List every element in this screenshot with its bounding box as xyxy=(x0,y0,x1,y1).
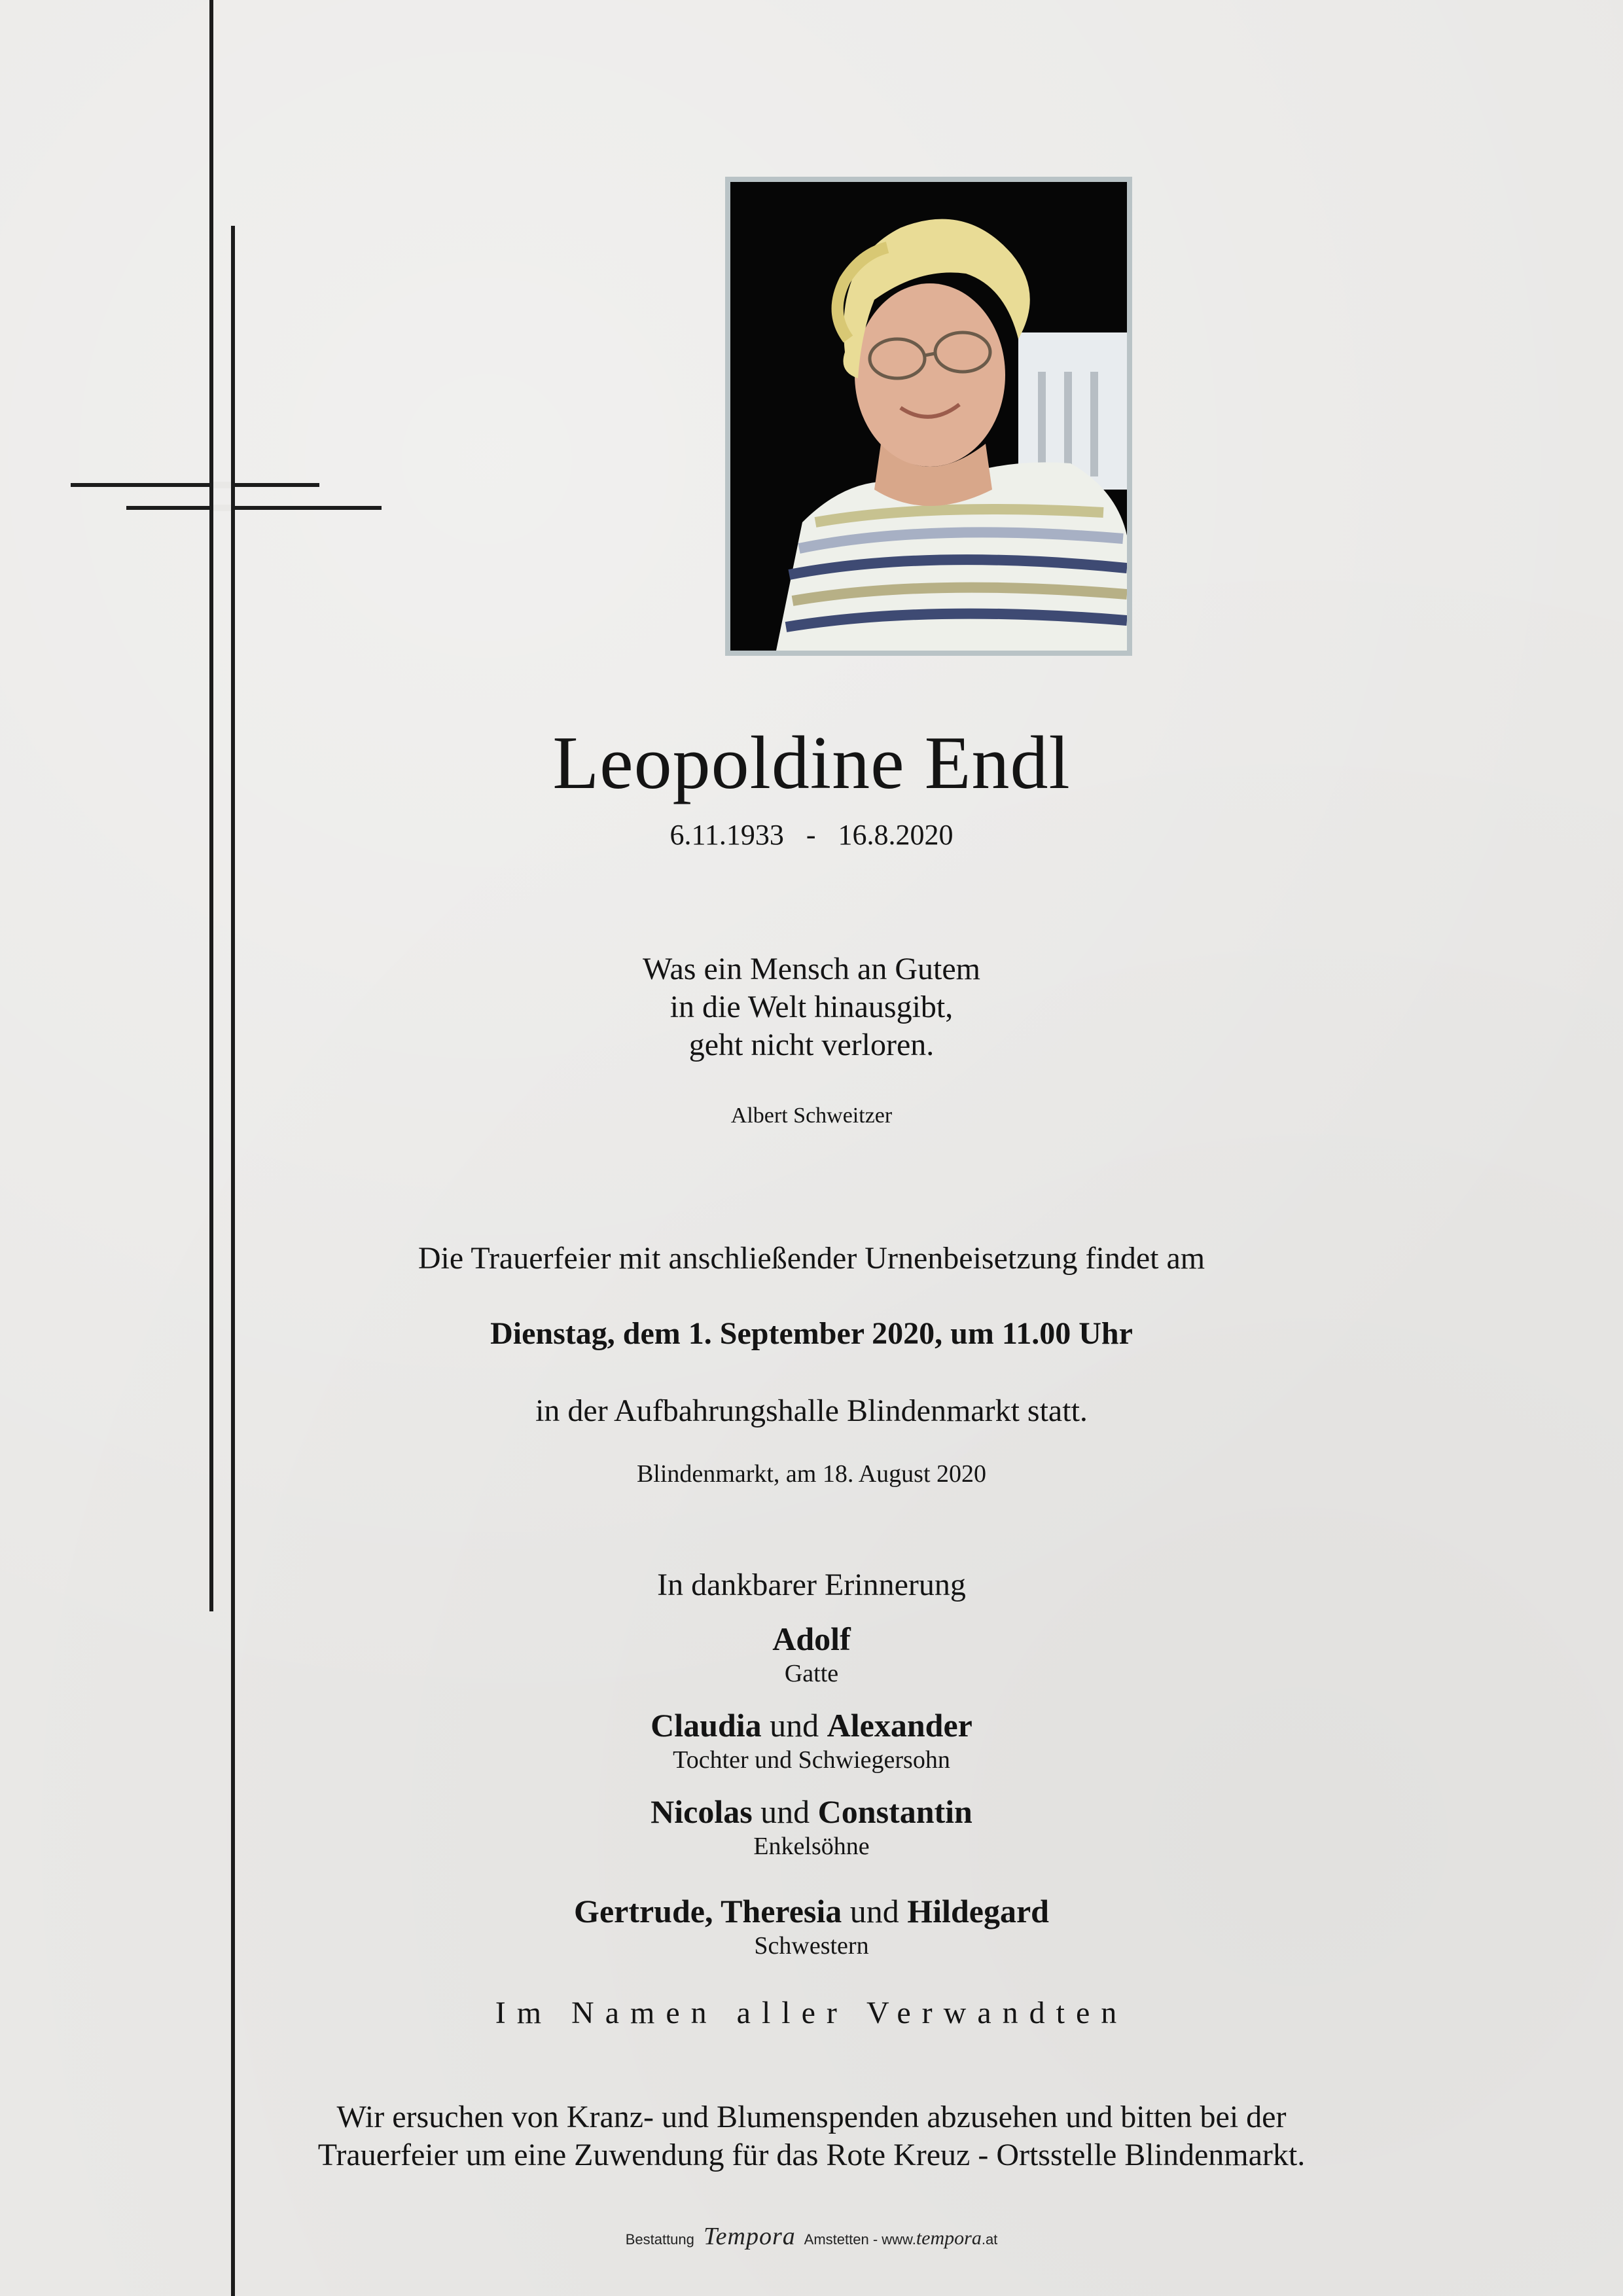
cross-gap-mask-upper xyxy=(213,482,231,488)
mourner-group xyxy=(0,1706,1623,1775)
mourner-name: Gertrude, Theresia xyxy=(574,1893,842,1929)
mourner-name: Alexander xyxy=(827,1707,972,1744)
mourner-names xyxy=(0,1792,1623,1831)
cross-gap-mask-lower xyxy=(213,505,231,511)
quote-author: Albert Schweitzer xyxy=(730,1103,893,1128)
portrait-photo xyxy=(730,182,1127,651)
portrait-frame xyxy=(725,177,1132,656)
ceremony-venue: in der Aufbahrungshalle Blindenmarkt statt. xyxy=(535,1393,1088,1428)
mourner-relation: Enkelsöhne xyxy=(753,1833,870,1860)
mourner-conjunction: und xyxy=(752,1793,818,1830)
death-date: 16.8.2020 xyxy=(838,819,954,851)
mourner-name: Adolf xyxy=(772,1621,851,1657)
footer-url-brand: tempora xyxy=(916,2227,982,2249)
deceased-name: Leopoldine Endl xyxy=(552,721,1071,805)
request-line: Wir ersuchen von Kranz- und Blumenspenden abzusehen und bitten bei der xyxy=(336,2100,1287,2134)
mourner-group xyxy=(0,1792,1623,1861)
mourners-intro: In dankbarer Erinnerung xyxy=(657,1568,966,1602)
funeral-home-footer xyxy=(0,2222,1623,2251)
mourner-name: Nicolas xyxy=(651,1793,753,1830)
quote-line: geht nicht verloren. xyxy=(688,1028,935,1062)
ceremony-date: Dienstag, dem 1. September 2020, um 11.00 Uhr xyxy=(490,1316,1133,1351)
mourner-relation: Gatte xyxy=(784,1660,839,1687)
footer-middle: Amstetten - www. xyxy=(804,2231,916,2248)
place-and-date: Blindenmarkt, am 18. August 2020 xyxy=(636,1460,987,1488)
mourner-name: Constantin xyxy=(817,1793,972,1830)
mourner-names xyxy=(0,1706,1623,1745)
birth-date: 6.11.1933 xyxy=(669,819,784,851)
quote-line: Was ein Mensch an Gutem xyxy=(643,952,980,986)
date-separator: - xyxy=(806,819,816,851)
life-dates xyxy=(0,818,1623,852)
quote-line: in die Welt hinausgibt, xyxy=(669,990,954,1024)
mourner-name: Hildegard xyxy=(907,1893,1049,1929)
tempora-logo: Tempora xyxy=(704,2223,796,2250)
mourner-name: Claudia xyxy=(651,1707,762,1744)
relatives-closing: Im Namen aller Verwandten xyxy=(495,1996,1128,2030)
mourner-names xyxy=(0,1619,1623,1659)
cross-horizontal-line-upper xyxy=(71,483,319,487)
mourner-group xyxy=(0,1892,1623,1961)
ceremony-intro: Die Trauerfeier mit anschließender Urnenbeisetzung findet am xyxy=(418,1241,1205,1276)
portrait-illustration xyxy=(730,182,1127,651)
footer-url-suffix: .at xyxy=(981,2231,998,2248)
mourner-names xyxy=(0,1892,1623,1931)
footer-location-url xyxy=(804,2227,998,2249)
mourner-relation: Schwestern xyxy=(754,1932,869,1960)
donation-request xyxy=(0,2098,1623,2174)
cross-horizontal-line-lower xyxy=(126,506,382,510)
request-line: Trauerfeier um eine Zuwendung für das Rote Kreuz - Ortsstelle Blindenmarkt. xyxy=(317,2138,1306,2172)
mourner-conjunction: und xyxy=(761,1707,827,1744)
mourner-conjunction: und xyxy=(842,1893,908,1929)
memorial-quote xyxy=(0,950,1623,1064)
mourner-relation: Tochter und Schwiegersohn xyxy=(673,1746,950,1774)
footer-prefix: Bestattung xyxy=(625,2231,694,2248)
mourner-group xyxy=(0,1619,1623,1689)
